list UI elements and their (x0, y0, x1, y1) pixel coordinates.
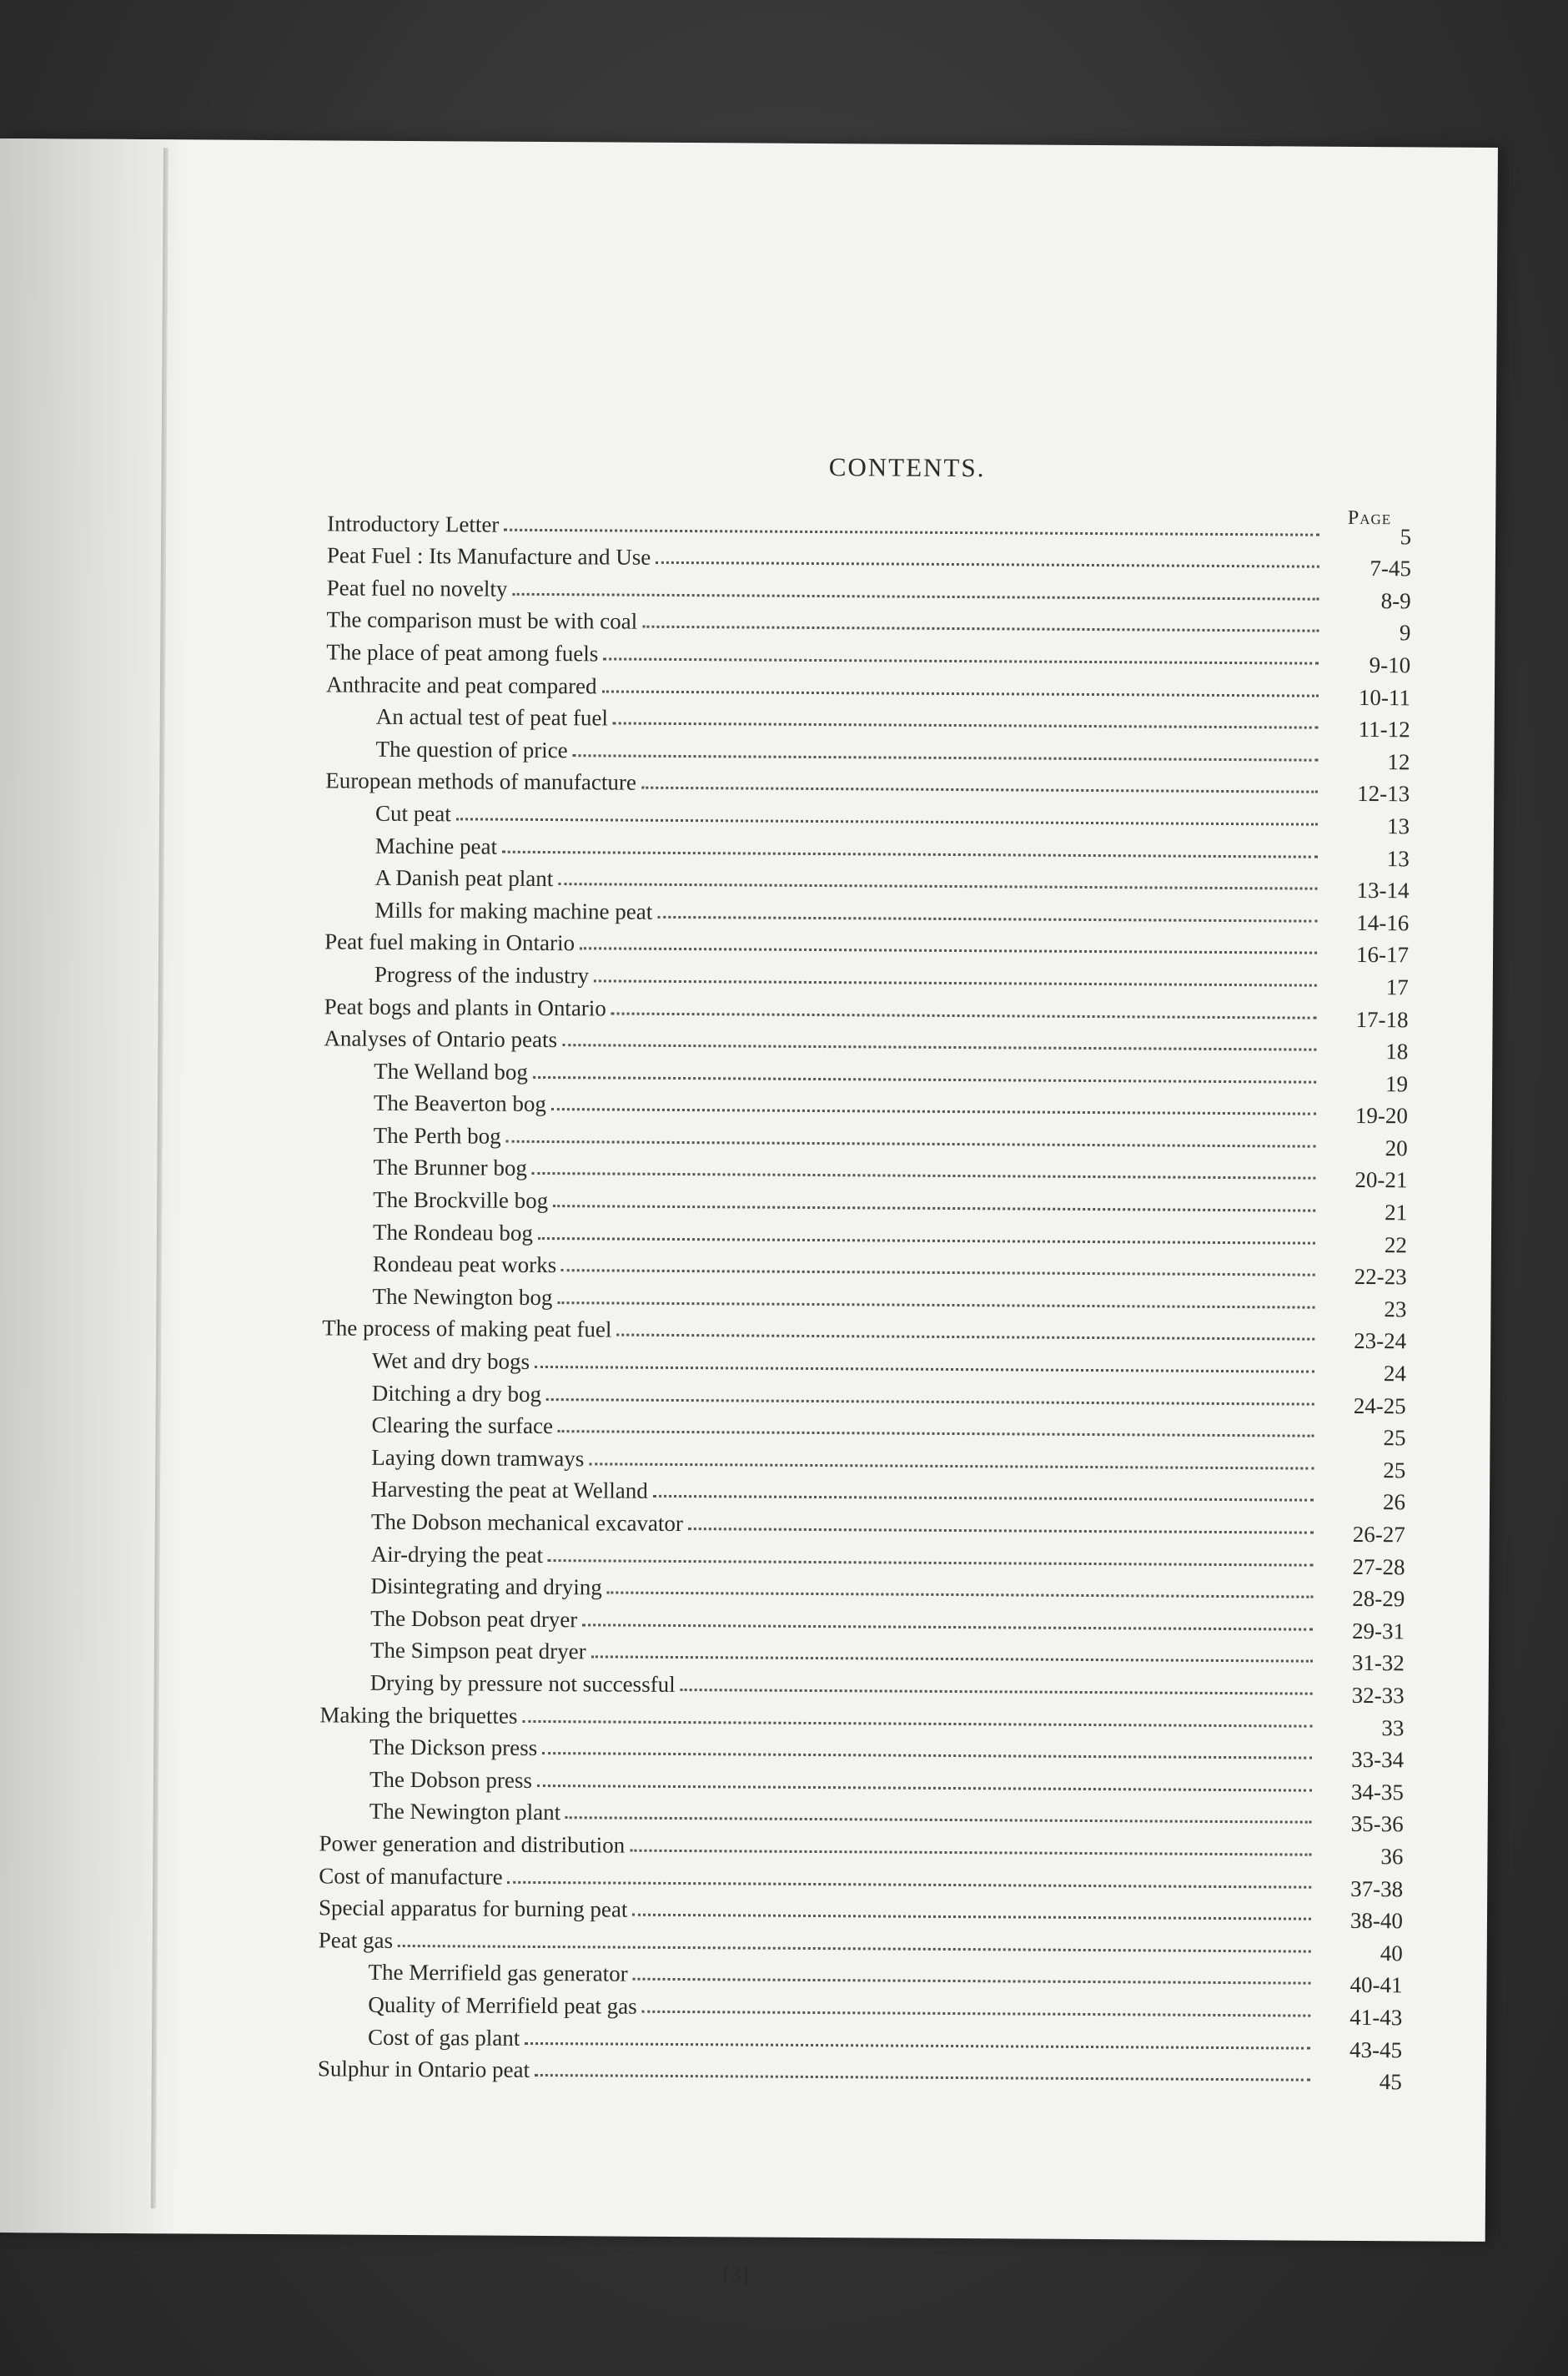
table-of-contents (317, 449, 1412, 2095)
toc-entry-page: 19-20 (1354, 1103, 1408, 1129)
toc-entry-label: Progress of the industry (374, 961, 590, 989)
toc-entry-label: Peat fuel making in Ontario (324, 929, 575, 956)
toc-entry-page: 43-45 (1349, 2036, 1403, 2062)
toc-entry (326, 536, 1411, 581)
toc-entry (321, 1503, 1405, 1548)
toc-entry-page: 20-21 (1354, 1167, 1408, 1193)
toc-entry-page: 11-12 (1358, 717, 1410, 742)
toc-entry-page: 25 (1383, 1425, 1406, 1451)
toc-entry-label: Clearing the surface (371, 1412, 554, 1439)
toc-entry-page: 34-35 (1350, 1779, 1405, 1805)
toc-entry (323, 1245, 1407, 1290)
toc-entry-page: 17-18 (1355, 1006, 1409, 1032)
toc-entry-label: Drying by pressure not successful (369, 1669, 676, 1697)
dot-leader (616, 1334, 1314, 1341)
toc-entry-label: Quality of Merrifield peat gas (368, 1991, 637, 2019)
toc-entry (318, 1889, 1404, 1934)
toc-entry (320, 1664, 1405, 1709)
toc-entry-page: 22-23 (1354, 1264, 1407, 1290)
toc-entry-page: 22 (1384, 1231, 1408, 1257)
dot-leader (558, 1430, 1314, 1437)
toc-entry-page: 19 (1385, 1070, 1409, 1097)
toc-entry (319, 1856, 1404, 1901)
toc-entry-page: 37-38 (1350, 1875, 1404, 1901)
toc-entry-label: European methods of manufacture (325, 768, 636, 796)
dot-leader (591, 1656, 1313, 1663)
toc-entry-page: 16-17 (1355, 942, 1410, 968)
toc-entry (320, 1599, 1405, 1644)
dot-leader (613, 722, 1319, 729)
toc-entry-label: Introductory Letter (327, 510, 500, 537)
toc-entry-label: Peat fuel no novelty (326, 575, 508, 602)
dot-leader (656, 561, 1319, 568)
toc-entry (318, 1986, 1403, 2031)
toc-entry-page: 18 (1385, 1039, 1409, 1065)
dot-leader (657, 916, 1317, 923)
toc-entry-label: Rondeau peat works (372, 1251, 557, 1278)
toc-entry-label: Peat bogs and plants in Ontario (324, 993, 606, 1020)
toc-entry-label: The Brockville bog (373, 1186, 549, 1214)
toc-entry-page: 12 (1387, 748, 1410, 775)
toc-entry (323, 1212, 1408, 1257)
toc-entry (325, 858, 1410, 904)
toc-entry-page: 12-13 (1357, 781, 1410, 807)
contents-list (317, 504, 1412, 2095)
dot-leader (535, 1366, 1314, 1373)
toc-entry-page: 40-41 (1349, 1972, 1403, 1998)
toc-entry-label: The Newington plant (369, 1799, 561, 1825)
dot-leader (525, 2041, 1310, 2049)
toc-entry-label: An actual test of peat fuel (375, 703, 609, 731)
dot-leader (642, 626, 1319, 632)
dot-leader (582, 1623, 1313, 1630)
toc-entry (320, 1631, 1405, 1676)
toc-entry-label: Harvesting the peat at Welland (371, 1477, 648, 1504)
dot-leader (506, 1140, 1316, 1148)
toc-entry (325, 762, 1410, 807)
toc-entry-page: 24 (1383, 1361, 1407, 1387)
toc-entry-page: 17 (1385, 974, 1409, 1000)
toc-entry (324, 987, 1409, 1032)
dot-leader (602, 690, 1319, 697)
toc-entry-label: The process of making peat fuel (322, 1315, 612, 1342)
dot-leader (562, 1044, 1316, 1051)
toc-entry-label: Cost of manufacture (319, 1862, 503, 1890)
dot-leader (548, 1559, 1314, 1567)
dot-leader (573, 754, 1319, 761)
dot-leader (508, 1880, 1312, 1888)
page-column-header: Page (1347, 506, 1392, 530)
toc-entry (319, 1695, 1405, 1740)
toc-entry-page: 20 (1385, 1135, 1408, 1161)
toc-entry-page: 9 (1399, 620, 1411, 646)
toc-entry-page: 41-43 (1349, 2004, 1403, 2031)
dot-leader (580, 948, 1317, 954)
toc-entry (325, 826, 1410, 871)
document-page (0, 138, 1498, 2288)
toc-entry-page: 31-32 (1351, 1650, 1405, 1676)
toc-entry-page: 35-36 (1350, 1811, 1404, 1837)
toc-entry (327, 504, 1412, 549)
toc-entry-page: 32-33 (1351, 1682, 1405, 1709)
toc-entry (323, 1148, 1408, 1193)
dot-leader (546, 1398, 1314, 1406)
dot-leader (681, 1689, 1313, 1695)
toc-entry (322, 1309, 1407, 1354)
toc-entry-label: Anthracite and peat compared (325, 671, 597, 698)
toc-entry-label: Power generation and distribution (319, 1830, 626, 1858)
toc-entry (324, 1084, 1408, 1129)
toc-entry-page: 29-31 (1352, 1618, 1405, 1644)
dot-leader (532, 1172, 1316, 1180)
dot-leader (589, 1462, 1314, 1469)
toc-entry-page: 21 (1385, 1200, 1408, 1226)
dot-leader (653, 1495, 1314, 1502)
toc-entry-page: 45 (1379, 2069, 1402, 2095)
toc-entry (324, 1051, 1409, 1097)
dot-leader (542, 1752, 1312, 1759)
toc-entry-page: 26-27 (1352, 1521, 1405, 1548)
dot-leader (688, 1528, 1314, 1534)
toc-entry-page: 26 (1382, 1489, 1406, 1515)
toc-entry-label: Laying down tramways (371, 1444, 585, 1472)
dot-leader (561, 1269, 1315, 1276)
toc-entry-label: A Danish peat plant (374, 864, 554, 892)
toc-entry-label: The Newington bog (372, 1283, 553, 1310)
toc-entry-page: 8-9 (1380, 587, 1411, 614)
toc-entry-page: 13 (1386, 813, 1410, 839)
dot-leader (553, 1205, 1315, 1212)
dot-leader (557, 1301, 1314, 1309)
toc-entry-label: Sulphur in Ontario peat (317, 2056, 530, 2083)
toc-entry-label: The Simpson peat dryer (369, 1638, 586, 1664)
dot-leader (611, 1012, 1317, 1019)
dot-leader (502, 850, 1318, 858)
toc-entry-label: Peat Fuel : Its Manufacture and Use (326, 542, 651, 570)
toc-entry-page: 38-40 (1349, 1908, 1404, 1934)
toc-entry-label: The Rondeau bog (372, 1219, 534, 1246)
toc-entry-label: Cost of gas plant (368, 2024, 520, 2051)
toc-entry (326, 601, 1411, 646)
toc-entry-page: 40 (1380, 1940, 1403, 1966)
toc-entry-page: 13-14 (1356, 878, 1410, 904)
toc-entry (318, 1953, 1403, 1998)
toc-entry-page: 13 (1386, 845, 1410, 871)
dot-leader (630, 1850, 1311, 1856)
page-number: [3] (722, 2262, 750, 2288)
toc-entry-label: Machine peat (374, 833, 498, 859)
toc-entry-page: 25 (1383, 1457, 1406, 1483)
toc-entry (324, 1116, 1408, 1161)
dot-leader (512, 593, 1319, 601)
toc-entry-page: 28-29 (1352, 1586, 1405, 1612)
toc-entry-label: Air-drying the peat (370, 1541, 544, 1568)
toc-entry-label: The question of price (375, 736, 568, 763)
dot-leader (551, 1108, 1316, 1115)
toc-entry-page: 33-34 (1351, 1747, 1405, 1773)
toc-entry-page: 24-25 (1353, 1392, 1406, 1418)
toc-entry (317, 2050, 1402, 2095)
dot-leader (533, 1076, 1316, 1084)
toc-entry-label: Wet and dry bogs (371, 1347, 530, 1374)
contents-title: CONTENTS. (828, 452, 986, 483)
toc-entry-label: The Brunner bog (373, 1155, 528, 1181)
toc-entry-page: 5 (1400, 523, 1412, 549)
dot-leader (594, 979, 1317, 986)
dot-leader (456, 818, 1318, 825)
toc-entry (320, 1567, 1405, 1612)
toc-entry-label: The Beaverton bog (373, 1090, 546, 1117)
toc-entry-label: Making the briquettes (319, 1701, 518, 1729)
dot-leader (633, 1978, 1311, 1985)
dot-leader (607, 1592, 1314, 1598)
toc-entry-page: 27-28 (1352, 1553, 1405, 1579)
toc-entry-label: Disintegrating and drying (370, 1573, 602, 1600)
toc-entry-page: 23-24 (1354, 1328, 1407, 1354)
dot-leader (398, 1945, 1311, 1953)
toc-entry-label: Ditching a dry bog (371, 1380, 542, 1407)
dot-leader (522, 1719, 1312, 1727)
toc-entry (321, 1438, 1406, 1483)
toc-entry-label: Analyses of Ontario peats (324, 1025, 558, 1053)
toc-entry-label: The Dickson press (369, 1734, 538, 1761)
toc-entry-label: The Welland bog (374, 1058, 529, 1085)
toc-entry-page: 23 (1384, 1296, 1407, 1322)
dot-leader (535, 2074, 1310, 2082)
dot-leader (538, 1237, 1315, 1245)
toc-entry-page: 10-11 (1358, 684, 1411, 710)
toc-entry-label: The Perth bog (373, 1122, 501, 1149)
toc-entry (326, 569, 1411, 614)
toc-entry (318, 2017, 1403, 2062)
toc-entry-label: Peat gas (318, 1927, 394, 1953)
toc-entry (322, 1373, 1406, 1418)
toc-entry (319, 1728, 1405, 1773)
dot-leader (603, 657, 1319, 664)
toc-entry (319, 1825, 1404, 1870)
toc-entry-label: Special apparatus for burning peat (318, 1895, 628, 1922)
toc-entry-page: 9-10 (1369, 652, 1411, 678)
dot-leader (537, 1785, 1312, 1792)
dot-leader (632, 1914, 1311, 1920)
toc-entry (321, 1406, 1406, 1451)
dot-leader (641, 787, 1318, 793)
dot-leader (558, 883, 1317, 890)
toc-entry-label: The Dobson press (369, 1766, 533, 1793)
toc-entry-label: The Dobson mechanical excavator (370, 1508, 684, 1537)
toc-entry (326, 633, 1411, 678)
toc-entry-page: 7-45 (1369, 556, 1411, 581)
toc-entry-label: The comparison must be with coal (326, 607, 638, 635)
toc-entry (322, 1342, 1407, 1387)
toc-entry (326, 697, 1410, 742)
toc-entry (319, 1792, 1404, 1837)
toc-entry-page: 14-16 (1356, 909, 1410, 936)
toc-entry (321, 1534, 1405, 1579)
toc-entry-label: Cut peat (374, 800, 451, 827)
dot-leader (565, 1817, 1312, 1824)
dot-leader (504, 528, 1319, 536)
toc-entry-label: The Merrifield gas generator (368, 1960, 628, 1986)
dot-leader (642, 2011, 1311, 2017)
toc-entry-label: Mills for making machine peat (374, 897, 653, 924)
toc-entry (325, 730, 1410, 775)
toc-entry (324, 955, 1409, 1000)
toc-entry-page: 33 (1381, 1714, 1405, 1740)
toc-entry-page: 36 (1380, 1844, 1404, 1870)
toc-entry-label: The place of peat among fuels (326, 639, 599, 667)
toc-entry-label: The Dobson peat dryer (370, 1605, 578, 1633)
toc-entry (324, 923, 1410, 968)
